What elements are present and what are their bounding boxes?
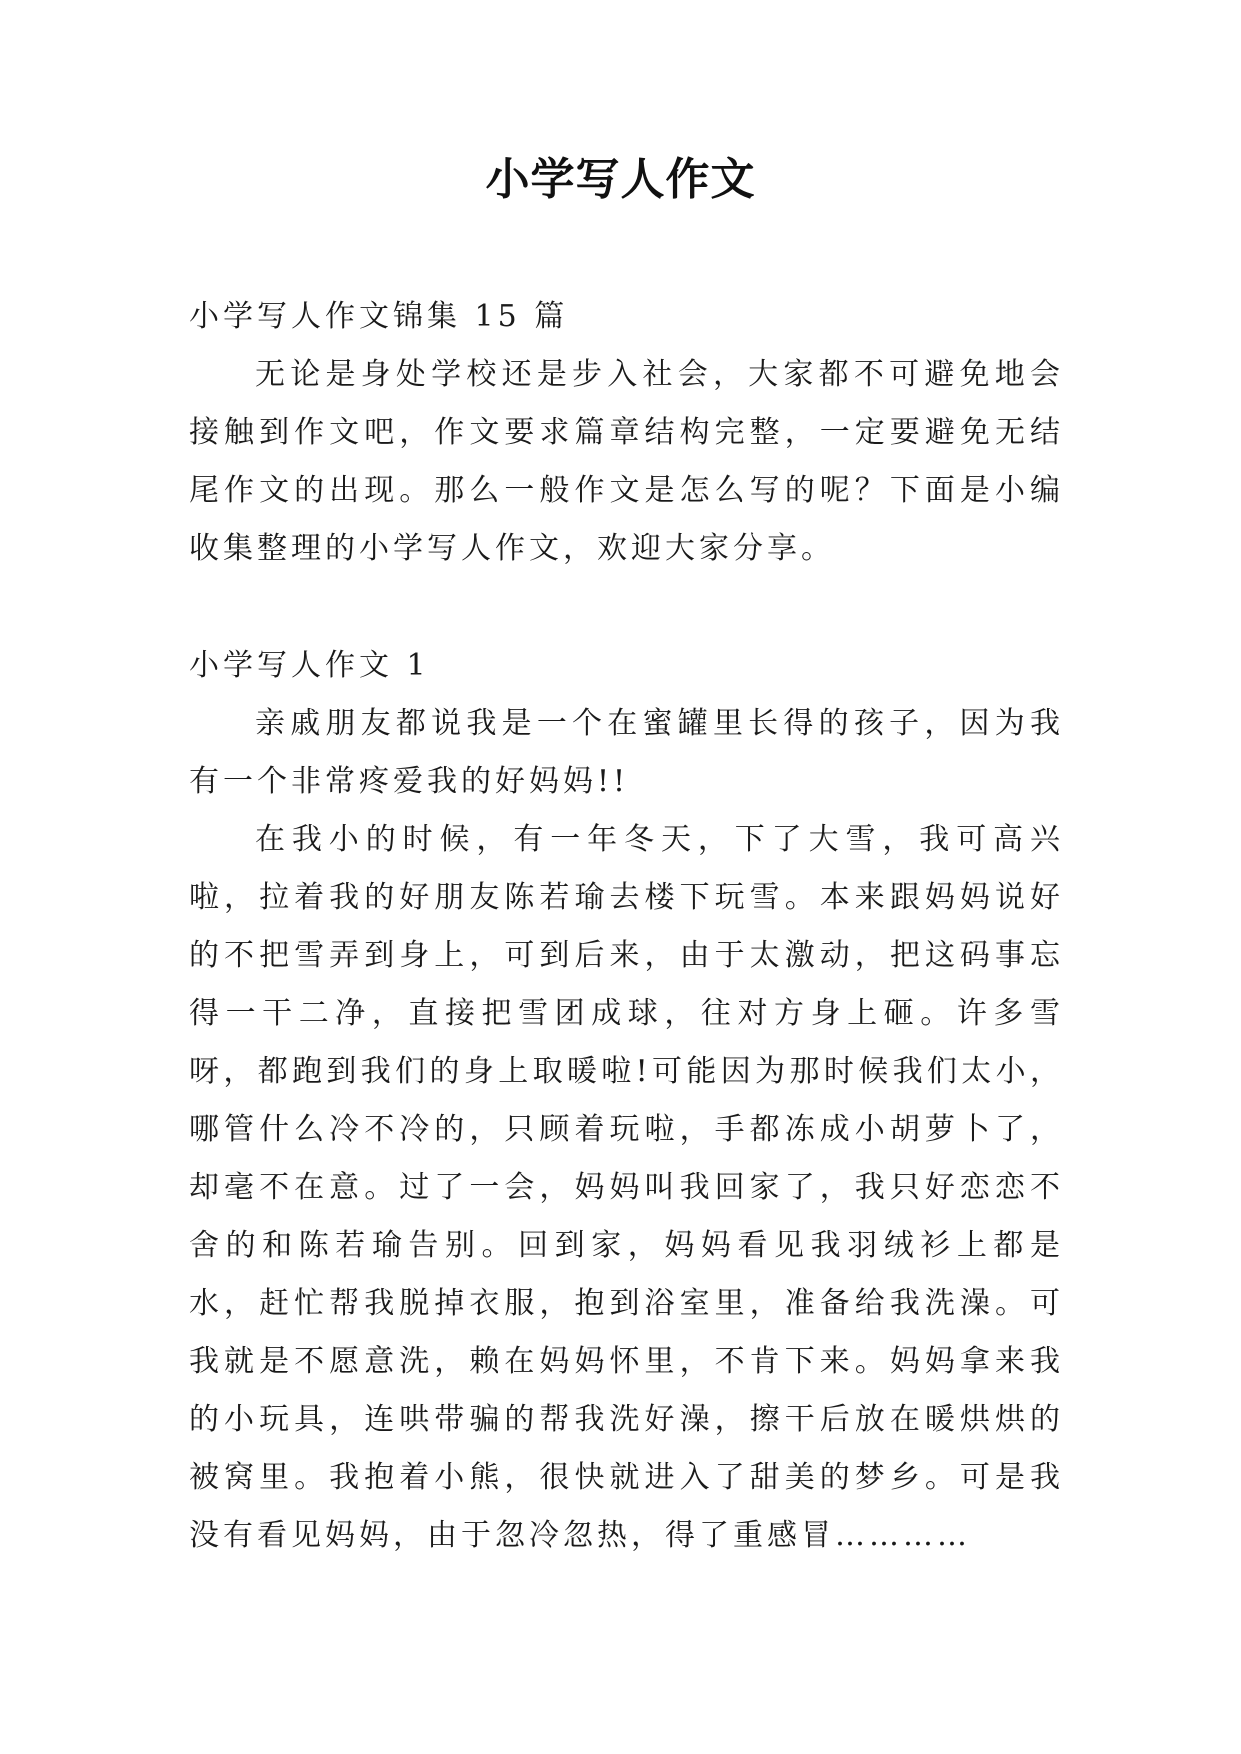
- essay-1-paragraph-1: 亲戚朋友都说我是一个在蜜罐里长得的孩子，因为我有一个非常疼爱我的好妈妈!!: [189, 706, 1064, 799]
- essay-1-heading: 小学写人作文 1: [189, 648, 430, 683]
- collection-heading: 小学写人作文锦集 15 篇: [189, 299, 569, 334]
- intro-paragraph: 无论是身处学校还是步入社会，大家都不可避免地会接触到作文吧，作文要求篇章结构完整，一定要避免无结尾作文的出现。那么一般作文是怎么写的呢？下面是小编收集整理的小学写人作文，欢迎大家分享。: [189, 357, 1064, 566]
- essay-1-paragraph-2: 在我小的时候，有一年冬天，下了大雪，我可高兴啦，拉着我的好朋友陈若瑜去楼下玩雪。本来跟妈妈说好的不把雪弄到身上，可到后来，由于太激动，把这码事忘得一干二净，直接把雪团成球，往对方身上砸。许多雪呀，都跑到我们的身上取暖啦!可能因为那时候我们太小，哪管什么冷不冷的，只顾着玩啦，手都冻成小胡萝卜了，却毫不在意。过了一会，妈妈叫我回家了，我只好恋恋不舍的和陈若瑜告别。回到家，妈妈看见我羽绒衫上都是水，赶忙帮我脱掉衣服，抱到浴室里，准备给我洗澡。可我就是不愿意洗，赖在妈妈怀里，不肯下来。妈妈拿来我的小玩具，连哄带骗的帮我洗好澡，擦干后放在暖烘烘的被窝里。我抱着小熊，很快就进入了甜美的梦乡。可是我没有看见妈妈，由于忽冷忽热，得了重感冒…………: [189, 822, 1064, 1553]
- essay-1-section: [189, 637, 1064, 1565]
- intro-section: [189, 288, 1064, 578]
- document-title: 小学写人作文: [485, 154, 756, 205]
